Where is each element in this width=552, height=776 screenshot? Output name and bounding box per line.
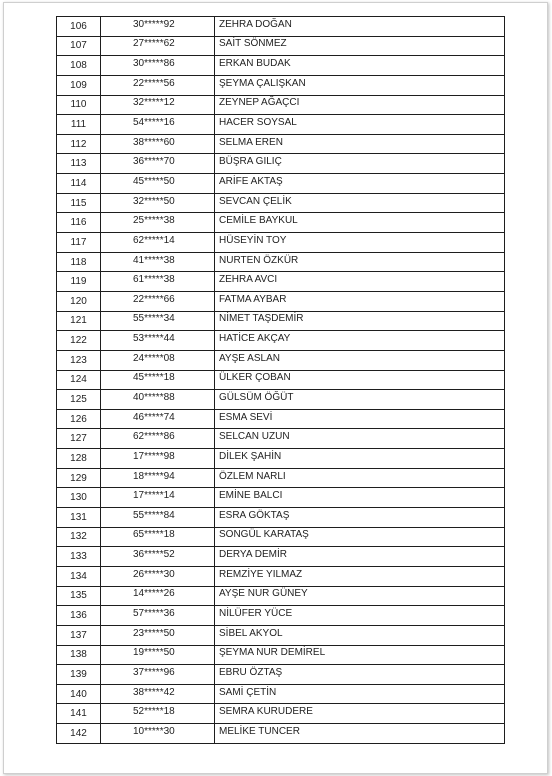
table-row <box>57 488 505 508</box>
table-row <box>57 331 505 351</box>
full-name: SELMA EREN <box>219 136 283 148</box>
masked-id: 32*****50 <box>133 195 175 207</box>
masked-id: 36*****52 <box>133 549 175 561</box>
full-name: BÜŞRA GILIÇ <box>219 156 282 168</box>
row-number: 112 <box>57 134 101 154</box>
full-name: DİLEK ŞAHİN <box>219 450 282 462</box>
full-name: SONGÜL KARATAŞ <box>219 529 309 541</box>
masked-id-cell <box>101 213 215 233</box>
masked-id: 17*****14 <box>133 490 175 502</box>
masked-id-cell <box>101 36 215 56</box>
full-name: ŞEYMA ÇALIŞKAN <box>219 77 306 89</box>
masked-id: 57*****36 <box>133 608 175 620</box>
full-name: SELCAN UZUN <box>219 431 290 443</box>
full-name-cell <box>215 331 505 351</box>
masked-id: 53*****44 <box>133 333 175 345</box>
table-row <box>57 684 505 704</box>
full-name: ZEHRA DOĞAN <box>219 18 292 30</box>
masked-id-cell <box>101 56 215 76</box>
full-name-cell <box>215 724 505 744</box>
table-row <box>57 566 505 586</box>
full-name-cell <box>215 429 505 449</box>
full-name-cell <box>215 17 505 37</box>
masked-id: 46*****74 <box>133 411 175 423</box>
full-name-cell <box>215 36 505 56</box>
masked-id: 37*****96 <box>133 666 175 678</box>
table-row <box>57 724 505 744</box>
row-number: 120 <box>57 291 101 311</box>
roster-table <box>56 16 505 744</box>
full-name: SİBEL AKYOL <box>219 627 283 639</box>
full-name-cell <box>215 115 505 135</box>
row-number: 110 <box>57 95 101 115</box>
full-name: EBRU ÖZTAŞ <box>219 666 283 678</box>
masked-id-cell <box>101 508 215 528</box>
full-name: HATİCE AKÇAY <box>219 333 291 345</box>
full-name-cell <box>215 370 505 390</box>
masked-id: 17*****98 <box>133 450 175 462</box>
masked-id-cell <box>101 350 215 370</box>
full-name: SAİT SÖNMEZ <box>219 38 287 50</box>
masked-id: 65*****18 <box>133 529 175 541</box>
row-number: 113 <box>57 154 101 174</box>
masked-id-cell <box>101 95 215 115</box>
masked-id-cell <box>101 527 215 547</box>
full-name: EMİNE BALCI <box>219 490 283 502</box>
masked-id-cell <box>101 17 215 37</box>
masked-id: 40*****88 <box>133 391 175 403</box>
full-name-cell <box>215 468 505 488</box>
full-name-cell <box>215 252 505 272</box>
row-number: 121 <box>57 311 101 331</box>
masked-id: 27*****62 <box>133 38 175 50</box>
table-row <box>57 547 505 567</box>
table-row <box>57 174 505 194</box>
full-name-cell <box>215 134 505 154</box>
masked-id-cell <box>101 429 215 449</box>
masked-id-cell <box>101 331 215 351</box>
masked-id-cell <box>101 370 215 390</box>
row-number: 117 <box>57 233 101 253</box>
full-name: HÜSEYİN TOY <box>219 234 287 246</box>
row-number: 125 <box>57 390 101 410</box>
row-number: 115 <box>57 193 101 213</box>
masked-id: 14*****26 <box>133 588 175 600</box>
full-name: GÜLSÜM ÖĞÜT <box>219 391 294 403</box>
table-row <box>57 311 505 331</box>
masked-id-cell <box>101 566 215 586</box>
masked-id: 22*****66 <box>133 293 175 305</box>
masked-id: 24*****08 <box>133 352 175 364</box>
full-name-cell <box>215 56 505 76</box>
full-name-cell <box>215 547 505 567</box>
full-name-cell <box>215 154 505 174</box>
row-number: 141 <box>57 704 101 724</box>
masked-id-cell <box>101 75 215 95</box>
table-row <box>57 56 505 76</box>
table-row <box>57 272 505 292</box>
full-name: ZEYNEP AĞAÇCI <box>219 97 300 109</box>
full-name: FATMA AYBAR <box>219 293 287 305</box>
row-number: 133 <box>57 547 101 567</box>
masked-id-cell <box>101 625 215 645</box>
table-row <box>57 390 505 410</box>
full-name-cell <box>215 449 505 469</box>
full-name-cell <box>215 566 505 586</box>
masked-id: 22*****56 <box>133 77 175 89</box>
masked-id: 54*****16 <box>133 117 175 129</box>
full-name: ÜLKER ÇOBAN <box>219 372 291 384</box>
full-name-cell <box>215 233 505 253</box>
table-row <box>57 252 505 272</box>
row-number: 137 <box>57 625 101 645</box>
full-name-cell <box>215 488 505 508</box>
table-row <box>57 233 505 253</box>
masked-id-cell <box>101 233 215 253</box>
row-number: 123 <box>57 350 101 370</box>
masked-id-cell <box>101 704 215 724</box>
row-number: 111 <box>57 115 101 135</box>
table-row <box>57 350 505 370</box>
masked-id-cell <box>101 645 215 665</box>
masked-id: 23*****50 <box>133 627 175 639</box>
masked-id: 61*****38 <box>133 274 175 286</box>
full-name: NİMET TAŞDEMİR <box>219 313 304 325</box>
masked-id: 55*****84 <box>133 509 175 521</box>
masked-id-cell <box>101 252 215 272</box>
table-row <box>57 193 505 213</box>
table-row <box>57 468 505 488</box>
masked-id-cell <box>101 311 215 331</box>
table-row <box>57 625 505 645</box>
masked-id: 30*****86 <box>133 58 175 70</box>
masked-id-cell <box>101 272 215 292</box>
row-number: 124 <box>57 370 101 390</box>
table-row <box>57 134 505 154</box>
full-name-cell <box>215 272 505 292</box>
row-number: 135 <box>57 586 101 606</box>
table-row <box>57 36 505 56</box>
row-number: 129 <box>57 468 101 488</box>
table-row <box>57 508 505 528</box>
full-name: MELİKE TUNCER <box>219 725 300 737</box>
full-name: ESRA GÖKTAŞ <box>219 509 290 521</box>
full-name-cell <box>215 586 505 606</box>
full-name-cell <box>215 665 505 685</box>
row-number: 140 <box>57 684 101 704</box>
full-name-cell <box>215 409 505 429</box>
row-number: 114 <box>57 174 101 194</box>
full-name-cell <box>215 213 505 233</box>
masked-id-cell <box>101 724 215 744</box>
table-row <box>57 606 505 626</box>
masked-id-cell <box>101 665 215 685</box>
row-number: 142 <box>57 724 101 744</box>
full-name-cell <box>215 311 505 331</box>
table-row <box>57 370 505 390</box>
masked-id-cell <box>101 134 215 154</box>
masked-id: 62*****86 <box>133 431 175 443</box>
masked-id: 10*****30 <box>133 725 175 737</box>
full-name-cell <box>215 350 505 370</box>
full-name: SEMRA KURUDERE <box>219 706 313 718</box>
masked-id: 45*****18 <box>133 372 175 384</box>
full-name: DERYA DEMİR <box>219 549 287 561</box>
table-row <box>57 75 505 95</box>
row-number: 122 <box>57 331 101 351</box>
full-name-cell <box>215 508 505 528</box>
masked-id: 18*****94 <box>133 470 175 482</box>
row-number: 130 <box>57 488 101 508</box>
full-name-cell <box>215 606 505 626</box>
table-row <box>57 645 505 665</box>
table-row <box>57 213 505 233</box>
masked-id-cell <box>101 606 215 626</box>
masked-id-cell <box>101 468 215 488</box>
full-name: ESMA SEVİ <box>219 411 273 423</box>
full-name: SEVCAN ÇELİK <box>219 195 292 207</box>
row-number: 139 <box>57 665 101 685</box>
masked-id-cell <box>101 193 215 213</box>
masked-id-cell <box>101 488 215 508</box>
full-name-cell <box>215 390 505 410</box>
row-number: 136 <box>57 606 101 626</box>
full-name-cell <box>215 645 505 665</box>
masked-id: 26*****30 <box>133 568 175 580</box>
masked-id: 41*****38 <box>133 254 175 266</box>
row-number: 126 <box>57 409 101 429</box>
table-row <box>57 291 505 311</box>
masked-id: 62*****14 <box>133 234 175 246</box>
masked-id-cell <box>101 684 215 704</box>
masked-id: 25*****38 <box>133 215 175 227</box>
masked-id: 55*****34 <box>133 313 175 325</box>
table-row <box>57 449 505 469</box>
full-name: ÖZLEM NARLI <box>219 470 286 482</box>
row-number: 107 <box>57 36 101 56</box>
masked-id: 32*****12 <box>133 97 175 109</box>
full-name: ZEHRA AVCI <box>219 274 278 286</box>
row-number: 106 <box>57 17 101 37</box>
row-number: 118 <box>57 252 101 272</box>
full-name: ARİFE AKTAŞ <box>219 175 283 187</box>
full-name-cell <box>215 174 505 194</box>
row-number: 131 <box>57 508 101 528</box>
full-name: CEMİLE BAYKUL <box>219 215 298 227</box>
row-number: 128 <box>57 449 101 469</box>
masked-id: 30*****92 <box>133 18 175 30</box>
masked-id-cell <box>101 449 215 469</box>
roster-table-body <box>57 17 505 744</box>
masked-id-cell <box>101 115 215 135</box>
row-number: 116 <box>57 213 101 233</box>
table-row <box>57 95 505 115</box>
table-row <box>57 586 505 606</box>
full-name-cell <box>215 75 505 95</box>
full-name: ŞEYMA NUR DEMİREL <box>219 647 326 659</box>
table-row <box>57 527 505 547</box>
table-row <box>57 665 505 685</box>
masked-id-cell <box>101 409 215 429</box>
masked-id-cell <box>101 547 215 567</box>
full-name-cell <box>215 95 505 115</box>
table-row <box>57 115 505 135</box>
full-name-cell <box>215 704 505 724</box>
table-row <box>57 17 505 37</box>
full-name: NURTEN ÖZKÜR <box>219 254 299 266</box>
full-name: AYŞE ASLAN <box>219 352 280 364</box>
full-name-cell <box>215 625 505 645</box>
masked-id: 36*****70 <box>133 156 175 168</box>
full-name: SAMİ ÇETİN <box>219 686 277 698</box>
row-number: 127 <box>57 429 101 449</box>
table-row <box>57 154 505 174</box>
masked-id: 38*****60 <box>133 136 175 148</box>
full-name-cell <box>215 684 505 704</box>
full-name: NİLÜFER YÜCE <box>219 608 293 620</box>
masked-id-cell <box>101 174 215 194</box>
full-name-cell <box>215 527 505 547</box>
masked-id: 19*****50 <box>133 647 175 659</box>
document-page <box>3 2 548 774</box>
full-name-cell <box>215 193 505 213</box>
masked-id: 45*****50 <box>133 175 175 187</box>
table-row <box>57 704 505 724</box>
full-name: HACER SOYSAL <box>219 117 297 129</box>
masked-id-cell <box>101 291 215 311</box>
row-number: 138 <box>57 645 101 665</box>
row-number: 109 <box>57 75 101 95</box>
row-number: 119 <box>57 272 101 292</box>
masked-id-cell <box>101 390 215 410</box>
full-name: REMZİYE YILMAZ <box>219 568 303 580</box>
masked-id: 38*****42 <box>133 686 175 698</box>
masked-id-cell <box>101 154 215 174</box>
row-number: 132 <box>57 527 101 547</box>
row-number: 108 <box>57 56 101 76</box>
full-name: ERKAN BUDAK <box>219 58 291 70</box>
full-name: AYŞE NUR GÜNEY <box>219 588 308 600</box>
full-name-cell <box>215 291 505 311</box>
masked-id: 52*****18 <box>133 706 175 718</box>
row-number: 134 <box>57 566 101 586</box>
masked-id-cell <box>101 586 215 606</box>
table-row <box>57 409 505 429</box>
table-row <box>57 429 505 449</box>
